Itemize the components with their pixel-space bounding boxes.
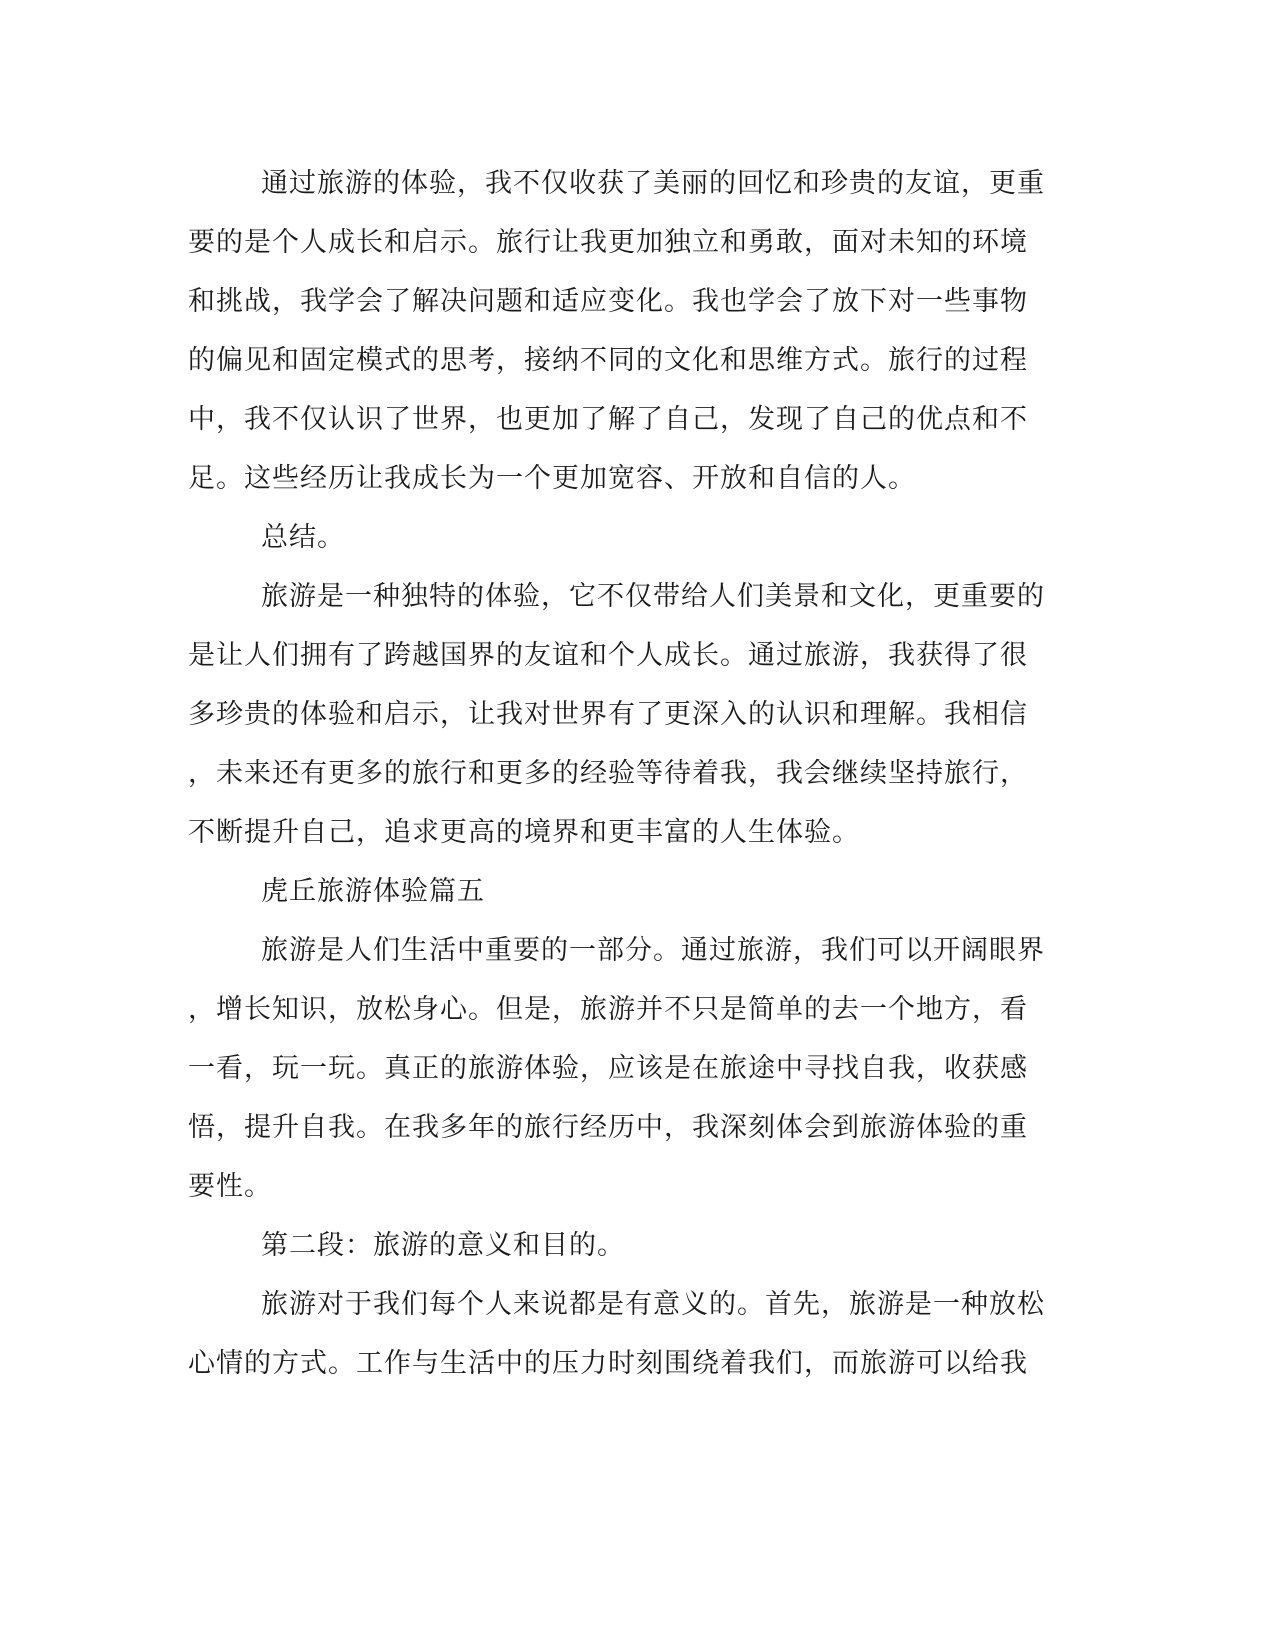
text-line: 和挑战，我学会了解决问题和适应变化。我也学会了放下对一些事物 (188, 286, 1028, 317)
text-line: 要的是个人成长和启示。旅行让我更加独立和勇敢，面对未知的环境 (188, 227, 1028, 258)
text-line: 心情的方式。工作与生活中的压力时刻围绕着我们，而旅游可以给我 (188, 1348, 1028, 1379)
text-line: 足。这些经历让我成长为一个更加宽容、开放和自信的人。 (188, 463, 916, 494)
text-line: 悟，提升自我。在我多年的旅行经历中，我深刻体会到旅游体验的重 (188, 1112, 1028, 1143)
text-line: 一看，玩一玩。真正的旅游体验，应该是在旅途中寻找自我，收获感 (188, 1053, 1028, 1084)
section-heading: 第二段：旅游的意义和目的。 (261, 1230, 625, 1261)
text-line: ，未来还有更多的旅行和更多的经验等待着我，我会继续坚持旅行， (188, 758, 1028, 789)
text-line: 通过旅游的体验，我不仅收获了美丽的回忆和珍贵的友谊，更重 (261, 168, 1045, 199)
text-line: 旅游是人们生活中重要的一部分。通过旅游，我们可以开阔眼界 (261, 935, 1045, 966)
text-line: 旅游对于我们每个人来说都是有意义的。首先，旅游是一种放松 (261, 1289, 1045, 1320)
section-heading: 虎丘旅游体验篇五 (261, 876, 485, 907)
text-line: 是让人们拥有了跨越国界的友谊和个人成长。通过旅游，我获得了很 (188, 640, 1028, 671)
text-line: 要性。 (188, 1171, 272, 1202)
section-heading: 总结。 (261, 522, 345, 553)
text-line: 旅游是一种独特的体验，它不仅带给人们美景和文化，更重要的 (261, 581, 1045, 612)
text-line: 中，我不仅认识了世界，也更加了解了自己，发现了自己的优点和不 (188, 404, 1028, 435)
text-line: ，增长知识，放松身心。但是，旅游并不只是简单的去一个地方，看 (188, 994, 1028, 1025)
text-line: 不断提升自己，追求更高的境界和更丰富的人生体验。 (188, 817, 860, 848)
text-line: 的偏见和固定模式的思考，接纳不同的文化和思维方式。旅行的过程 (188, 345, 1028, 376)
text-line: 多珍贵的体验和启示，让我对世界有了更深入的认识和理解。我相信 (188, 699, 1028, 730)
